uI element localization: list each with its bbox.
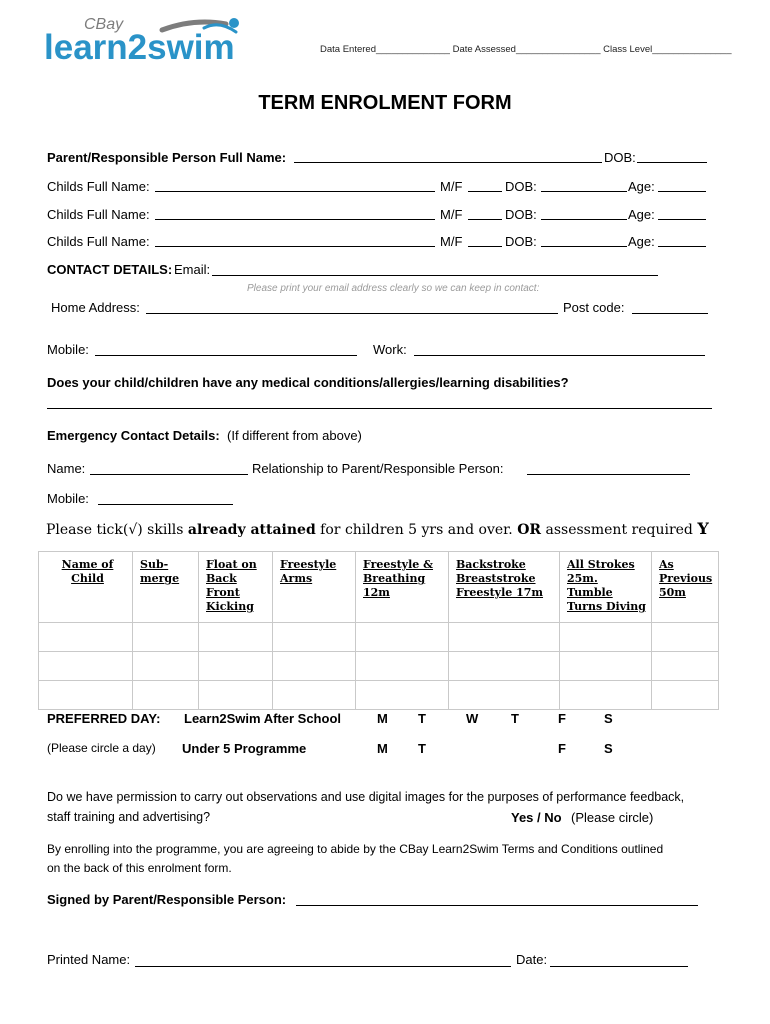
child-name-label: Childs Full Name:: [47, 179, 150, 194]
child-mf-field[interactable]: [468, 191, 502, 192]
day-option[interactable]: M: [377, 741, 388, 756]
table-row: [39, 652, 719, 681]
parent-name-label: Parent/Responsible Person Full Name:: [47, 150, 287, 165]
table-cell[interactable]: [39, 681, 133, 710]
day-option[interactable]: S: [604, 741, 613, 756]
email-note: Please print your email address clearly so we can keep in contact:: [247, 283, 540, 294]
svg-text:learn2swim: learn2swim: [44, 28, 235, 66]
child-dob-label: DOB:: [505, 234, 537, 249]
yes-no-option[interactable]: Yes / No: [511, 810, 562, 825]
day-option[interactable]: W: [466, 711, 479, 726]
terms-text-cont: on the back of this enrolment form.: [47, 861, 232, 875]
office-use-line: Data Entered______________ Date Assessed________________ Class Level_______________: [320, 44, 732, 55]
emergency-mobile-label: Mobile:: [47, 491, 89, 506]
child-age-field[interactable]: [658, 219, 706, 220]
child-mf-label: M/F: [440, 207, 463, 222]
child-name-field[interactable]: [155, 219, 435, 220]
day-option[interactable]: T: [418, 711, 426, 726]
table-cell[interactable]: [652, 652, 719, 681]
column-header: Float on Back Front Kicking: [199, 552, 273, 623]
table-cell[interactable]: [199, 623, 273, 652]
child-dob-label: DOB:: [505, 207, 537, 222]
table-cell[interactable]: [273, 681, 356, 710]
skills-heading-or: OR: [517, 522, 542, 538]
table-cell[interactable]: [199, 681, 273, 710]
column-header: All Strokes 25m. Tumble Turns Diving: [560, 552, 652, 623]
table-cell[interactable]: [273, 652, 356, 681]
day-option[interactable]: M: [377, 711, 388, 726]
day-option[interactable]: T: [418, 741, 426, 756]
emergency-mobile-field[interactable]: [98, 504, 233, 505]
svg-text:CBay: CBay: [84, 16, 124, 33]
child-dob-label: DOB:: [505, 179, 537, 194]
mobile-label: Mobile:: [47, 342, 89, 357]
child-name-field[interactable]: [155, 246, 435, 247]
skills-heading: [46, 519, 709, 538]
circle-day-note: (Please circle a day): [47, 741, 156, 755]
skills-heading-emphasis: already attained: [187, 522, 316, 538]
permission-question: Do we have permission to carry out observations and use digital images for the purposes of performance feedback,: [47, 790, 685, 804]
table-cell[interactable]: [449, 652, 560, 681]
form-title: TERM ENROLMENT FORM: [258, 92, 512, 114]
signed-label: Signed by Parent/Responsible Person:: [47, 892, 287, 907]
relationship-label: Relationship to Parent/Responsible Person:: [252, 461, 504, 476]
child-dob-field[interactable]: [541, 219, 627, 220]
contact-heading: CONTACT DETAILS:: [47, 262, 173, 277]
home-address-field[interactable]: [146, 313, 558, 314]
permission-question-cont: staff training and advertising?: [47, 810, 211, 824]
skills-heading-text: Please tick(√) skills: [46, 522, 188, 538]
table-cell[interactable]: [449, 681, 560, 710]
parent-dob-label: DOB:: [604, 150, 636, 165]
child-name-field[interactable]: [155, 191, 435, 192]
child-name-label: Childs Full Name:: [47, 207, 150, 222]
child-age-label: Age:: [628, 179, 655, 194]
table-row: [39, 623, 719, 652]
day-option[interactable]: T: [511, 711, 519, 726]
printed-name-field[interactable]: [135, 966, 511, 967]
table-header-row: [39, 552, 719, 623]
table-cell[interactable]: [560, 652, 652, 681]
table-row: [39, 681, 719, 710]
email-label: Email:: [174, 262, 211, 277]
circle-note: (Please circle): [571, 810, 654, 825]
day-option[interactable]: F: [558, 711, 566, 726]
emergency-name-field[interactable]: [90, 474, 248, 475]
work-label: Work:: [373, 342, 407, 357]
emergency-heading: Emergency Contact Details:: [47, 428, 220, 443]
child-name-label: Childs Full Name:: [47, 234, 150, 249]
child-mf-label: M/F: [440, 234, 463, 249]
preferred-day-label: PREFERRED DAY:: [47, 711, 161, 726]
table-cell[interactable]: [652, 681, 719, 710]
table-cell[interactable]: [39, 623, 133, 652]
table-cell[interactable]: [133, 623, 199, 652]
column-header: Name of Child: [39, 552, 133, 623]
child-age-field[interactable]: [658, 246, 706, 247]
date-label: Date:: [516, 952, 548, 967]
signature-field[interactable]: [296, 905, 698, 906]
child-mf-label: M/F: [440, 179, 463, 194]
column-header: Freestyle & Breathing 12m: [356, 552, 449, 623]
table-cell[interactable]: [449, 623, 560, 652]
terms-text: By enrolling into the programme, you are agreeing to abide by the CBay Learn2Swim Terms and Conditions outlined: [47, 842, 664, 856]
table-cell[interactable]: [273, 623, 356, 652]
emergency-note: (If different from above): [227, 428, 362, 443]
date-field[interactable]: [550, 966, 688, 967]
table-cell[interactable]: [133, 652, 199, 681]
email-field[interactable]: [212, 275, 658, 276]
child-mf-field[interactable]: [468, 219, 502, 220]
skills-heading-text: assessment required: [541, 522, 698, 538]
child-mf-field[interactable]: [468, 246, 502, 247]
program-under-5: Under 5 Programme: [182, 741, 307, 756]
skills-heading-text: for children 5 yrs and over.: [315, 522, 518, 538]
child-age-label: Age:: [628, 234, 655, 249]
table-cell[interactable]: [652, 623, 719, 652]
work-field[interactable]: [414, 355, 705, 356]
skills-table: [38, 551, 719, 710]
table-cell[interactable]: [356, 652, 449, 681]
postcode-field[interactable]: [632, 313, 708, 314]
table-cell[interactable]: [199, 652, 273, 681]
column-header: Freestyle Arms: [273, 552, 356, 623]
table-cell[interactable]: [560, 623, 652, 652]
emergency-name-label: Name:: [47, 461, 86, 476]
day-option[interactable]: F: [558, 741, 566, 756]
table-cell[interactable]: [39, 652, 133, 681]
medical-answer-field[interactable]: [47, 408, 712, 409]
home-address-label: Home Address:: [51, 300, 140, 315]
child-dob-field[interactable]: [541, 246, 627, 247]
child-dob-field[interactable]: [541, 191, 627, 192]
column-header: Sub- merge: [133, 552, 199, 623]
skills-heading-y: Y: [697, 519, 709, 538]
column-header: As Previous 50m: [652, 552, 719, 623]
table-cell[interactable]: [133, 681, 199, 710]
program-after-school: Learn2Swim After School: [184, 711, 341, 726]
medical-question: Does your child/children have any medical conditions/allergies/learning disabilities?: [47, 375, 569, 390]
mobile-field[interactable]: [95, 355, 357, 356]
table-cell[interactable]: [356, 623, 449, 652]
printed-name-label: Printed Name:: [47, 952, 131, 967]
table-cell[interactable]: [560, 681, 652, 710]
column-header: Backstroke Breaststroke Freestyle 17m: [449, 552, 560, 623]
parent-dob-field[interactable]: [637, 162, 707, 163]
child-age-label: Age:: [628, 207, 655, 222]
relationship-field[interactable]: [527, 474, 690, 475]
day-option[interactable]: S: [604, 711, 613, 726]
table-cell[interactable]: [356, 681, 449, 710]
parent-name-field[interactable]: [294, 162, 602, 163]
child-age-field[interactable]: [658, 191, 706, 192]
swimmer-logo-icon: [44, 14, 259, 66]
postcode-label: Post code:: [563, 300, 625, 315]
learn2swim-logo: [44, 14, 259, 66]
